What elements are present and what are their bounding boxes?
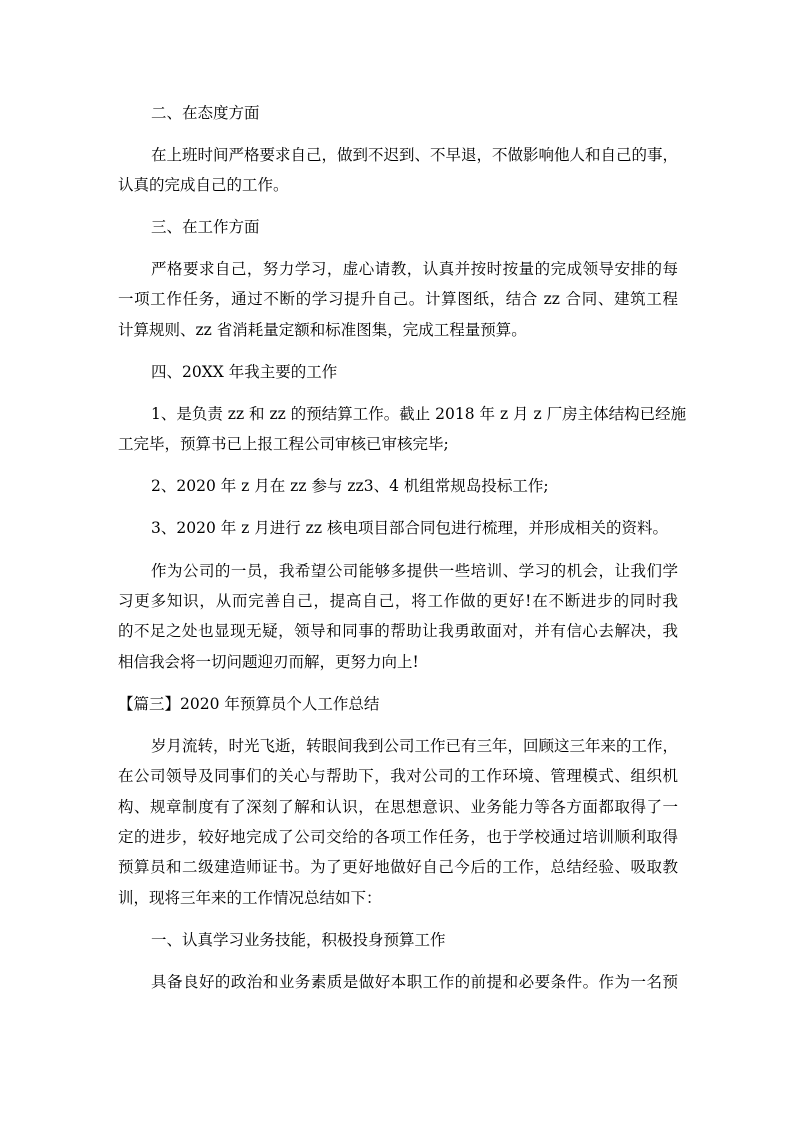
paragraph-line: 严格要求自己，努力学习，虚心请教，认真并按时按量的完成领导安排的每 — [151, 260, 678, 278]
paragraph-line: 预算员和二级建造师证书。为了更好地做好自己今后的工作，总结经验、吸取教 — [118, 858, 678, 876]
paragraph-line: 相信我会将一切问题迎刃而解，更努力向上! — [118, 653, 419, 671]
paragraph-line: 具备良好的政治和业务素质是做好本职工作的前提和必要条件。作为一名预 — [151, 973, 678, 991]
paragraph-line: 计算规则、zz 省消耗量定额和标准图集，完成工程量预算。 — [118, 321, 527, 339]
list-item-line: 1、是负责 zz 和 zz 的预结算工作。截止 2018 年 z 月 z 厂房主体结构已经施 — [151, 405, 687, 423]
heading-work: 三、在工作方面 — [151, 218, 260, 236]
paragraph-line: 岁月流转，时光飞逝，转眼间我到公司工作已有三年，回顾这三年来的工作， — [151, 737, 679, 755]
list-item-line: 3、2020 年 z 月进行 zz 核电项目部合同包进行梳理，并形成相关的资料。 — [151, 519, 668, 537]
section-title: 【篇三】2020 年预算员个人工作总结 — [118, 695, 380, 713]
subsection-heading: 一、认真学习业务技能，积极投身预算工作 — [151, 931, 446, 949]
paragraph-line: 在公司领导及同事们的关心与帮助下，我对公司的工作环境、管理模式、组织机 — [118, 767, 678, 785]
list-item-line: 工完毕，预算书已上报工程公司审核已审核完毕; — [118, 435, 449, 453]
paragraph-line: 作为公司的一员，我希望公司能够多提供一些培训、学习的机会，让我们学 — [151, 562, 678, 580]
paragraph-line: 构、规章制度有了深刻了解和认识，在思想意识、业务能力等各方面都取得了一 — [118, 798, 678, 816]
heading-main-work: 四、20XX 年我主要的工作 — [151, 363, 338, 381]
paragraph-line: 一项工作任务，通过不断的学习提升自己。计算图纸，结合 zz 合同、建筑工程 — [118, 290, 678, 308]
paragraph-line: 在上班时间严格要求自己，做到不迟到、不早退，不做影响他人和自己的事， — [151, 146, 679, 164]
paragraph-line: 定的进步，较好地完成了公司交给的各项工作任务，也于学校通过培训顺利取得 — [118, 828, 678, 846]
list-item-line: 2、2020 年 z 月在 zz 参与 zz3、4 机组常规岛投标工作; — [151, 477, 549, 495]
paragraph-line: 的不足之处也显现无疑，领导和同事的帮助让我勇敢面对，并有信心去解决，我 — [118, 622, 678, 640]
paragraph-line: 训，现将三年来的工作情况总结如下： — [118, 889, 382, 907]
heading-attitude: 二、在态度方面 — [151, 104, 260, 122]
paragraph-line: 习更多知识，从而完善自己，提高自己，将工作做的更好!在不断进步的同时我 — [118, 592, 678, 610]
paragraph-line: 认真的完成自己的工作。 — [118, 176, 289, 194]
